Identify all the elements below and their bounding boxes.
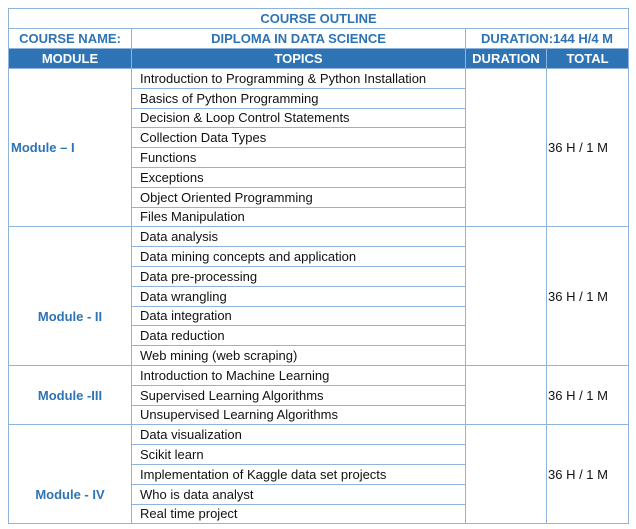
topic-item: Data analysis — [132, 227, 466, 247]
module-total-value: 36 H / 1 M — [548, 387, 608, 403]
course-outline-table — [8, 8, 629, 524]
topic-item: Files Manipulation — [132, 207, 466, 227]
topic-item: Decision & Loop Control Statements — [132, 108, 466, 128]
header-row — [9, 49, 629, 69]
topic-item: Collection Data Types — [132, 128, 466, 148]
topic-item: Basics of Python Programming — [132, 88, 466, 108]
topic-item: Implementation of Kaggle data set projects — [132, 464, 466, 484]
course-outline-title: COURSE OUTLINE — [9, 9, 629, 29]
table-row — [9, 365, 629, 385]
topic-item: Introduction to Programming & Python Installation — [132, 69, 466, 89]
module-total-value: 36 H / 1 M — [548, 140, 608, 156]
module-name: Module - II — [9, 227, 132, 366]
topic-item: Data wrangling — [132, 286, 466, 306]
topic-item: Supervised Learning Algorithms — [132, 385, 466, 405]
duration-label: DURATION:144 H/4 M — [466, 29, 629, 49]
module-duration-cell — [466, 365, 547, 424]
topic-item: Scikit learn — [132, 445, 466, 465]
topic-item: Exceptions — [132, 167, 466, 187]
course-name-value: DIPLOMA IN DATA SCIENCE — [132, 29, 466, 49]
title-row — [9, 9, 629, 29]
topic-item: Real time project — [132, 504, 466, 524]
table-row — [9, 227, 629, 247]
module-name: Module - IV — [9, 425, 132, 524]
topic-item: Data integration — [132, 306, 466, 326]
module-duration-cell — [466, 69, 547, 227]
table-row — [9, 69, 629, 89]
topic-item: Data mining concepts and application — [132, 247, 466, 267]
topic-item: Object Oriented Programming — [132, 187, 466, 207]
module-total — [547, 227, 629, 366]
module-name: Module – I — [9, 69, 132, 227]
module-total-value: 36 H / 1 M — [548, 466, 608, 482]
topic-item: Web mining (web scraping) — [132, 346, 466, 366]
topic-item: Who is data analyst — [132, 484, 466, 504]
module-total — [547, 365, 629, 424]
topic-item: Functions — [132, 148, 466, 168]
topic-item: Data reduction — [132, 326, 466, 346]
module-duration-cell — [466, 425, 547, 524]
course-info-row — [9, 29, 629, 49]
module-total-value: 36 H / 1 M — [548, 288, 608, 304]
module-total — [547, 425, 629, 524]
header-topics: TOPICS — [132, 49, 466, 69]
header-duration: DURATION — [466, 49, 547, 69]
module-name: Module -III — [9, 365, 132, 424]
course-name-label: COURSE NAME: — [9, 29, 132, 49]
module-total — [547, 69, 629, 227]
topic-item: Unsupervised Learning Algorithms — [132, 405, 466, 425]
header-total: TOTAL — [547, 49, 629, 69]
topic-item: Data visualization — [132, 425, 466, 445]
topic-item: Introduction to Machine Learning — [132, 365, 466, 385]
table-row — [9, 425, 629, 445]
module-duration-cell — [466, 227, 547, 366]
header-module: MODULE — [9, 49, 132, 69]
topic-item: Data pre-processing — [132, 266, 466, 286]
